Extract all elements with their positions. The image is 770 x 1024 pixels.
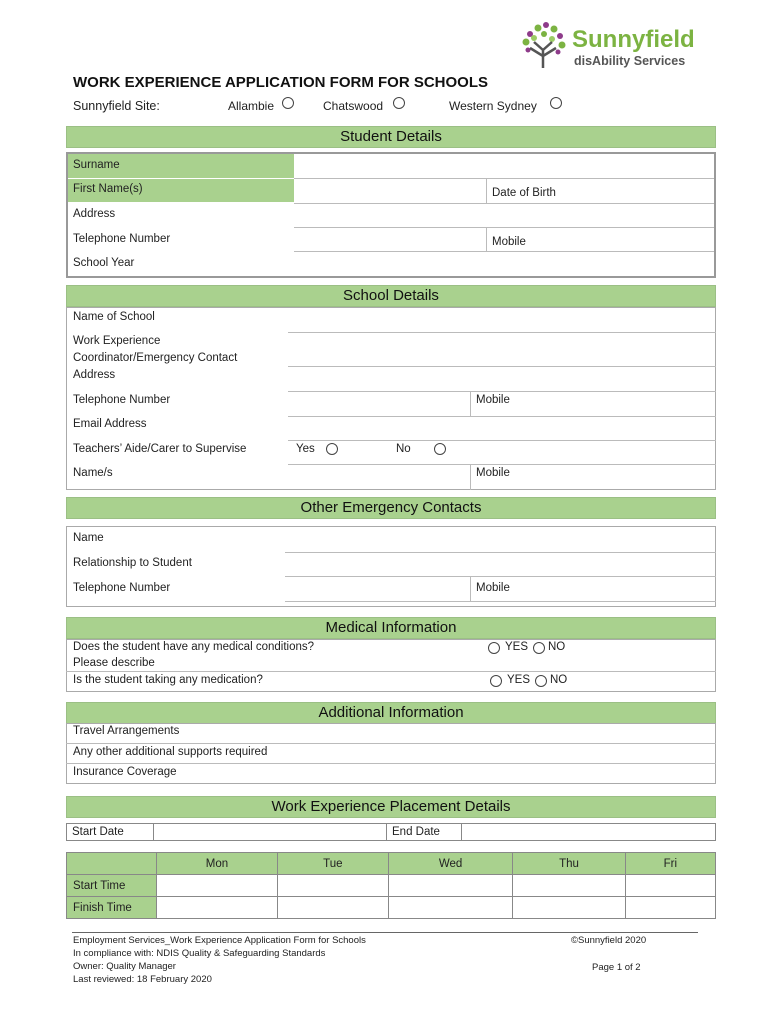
telephone-field[interactable] xyxy=(296,229,484,250)
medical-header: Medical Information xyxy=(66,617,716,639)
start-time-fri[interactable] xyxy=(625,875,715,897)
medical-q1-no-radio[interactable] xyxy=(533,642,545,654)
start-time-wed[interactable] xyxy=(388,875,513,897)
finish-time-tue[interactable] xyxy=(277,897,388,919)
day-thu: Thu xyxy=(513,853,625,875)
supports-label: Any other additional supports required xyxy=(73,746,268,758)
emergency-name-label: Name xyxy=(73,532,104,544)
placement-header: Work Experience Placement Details xyxy=(66,796,716,818)
medical-q2-no-label: NO xyxy=(550,674,568,686)
finish-time-label: Finish Time xyxy=(67,897,157,919)
medical-q1-yes-label: YES xyxy=(505,641,529,653)
site-chatswood: Chatswood xyxy=(323,99,384,113)
footer-line-2: In compliance with: NDIS Quality & Safeguarding Standards xyxy=(73,948,326,959)
medical-q1-yes-radio[interactable] xyxy=(488,642,500,654)
travel-label: Travel Arrangements xyxy=(73,725,180,737)
mobile-label: Mobile xyxy=(492,236,526,248)
site-chatswood-radio[interactable] xyxy=(393,97,405,109)
medical-q2: Is the student taking any medication? xyxy=(73,674,263,686)
names-label: Name/s xyxy=(73,467,113,479)
coord-label-3: Address xyxy=(73,369,116,381)
email-label: Email Address xyxy=(73,418,147,430)
site-western-sydney: Western Sydney xyxy=(449,99,537,113)
start-time-tue[interactable] xyxy=(277,875,388,897)
school-name-label: Name of School xyxy=(73,311,155,323)
aide-yes-radio[interactable] xyxy=(326,443,338,455)
start-time-thu[interactable] xyxy=(513,875,625,897)
aide-no-label: No xyxy=(396,443,411,455)
names-mobile-label: Mobile xyxy=(476,467,510,479)
day-tue: Tue xyxy=(277,853,388,875)
end-date-label: End Date xyxy=(392,826,440,838)
relationship-label: Relationship to Student xyxy=(73,557,192,569)
medical-q1-line2: Please describe xyxy=(73,657,155,669)
insurance-label: Insurance Coverage xyxy=(73,766,177,778)
school-header: School Details xyxy=(66,285,716,307)
day-mon: Mon xyxy=(157,853,278,875)
aide-label: Teachers’ Aide/Carer to Supervise xyxy=(73,443,247,455)
address-label: Address xyxy=(73,208,116,220)
finish-time-thu[interactable] xyxy=(513,897,625,919)
telephone-label: Telephone Number xyxy=(73,233,171,245)
page-title: WORK EXPERIENCE APPLICATION FORM FOR SCHOOLS xyxy=(73,74,489,91)
footer-rule xyxy=(72,932,698,933)
surname-label: Surname xyxy=(73,159,120,171)
footer-line-1: Employment Services_Work Experience Application Form for Schools xyxy=(73,935,366,946)
dob-label: Date of Birth xyxy=(492,187,556,199)
finish-time-mon[interactable] xyxy=(157,897,278,919)
site-label: Sunnyfield Site: xyxy=(73,99,160,113)
school-mobile-label: Mobile xyxy=(476,394,510,406)
schedule-corner xyxy=(67,853,157,875)
start-time-label: Start Time xyxy=(67,875,157,897)
surname-field[interactable] xyxy=(296,155,712,177)
finish-time-wed[interactable] xyxy=(388,897,513,919)
day-fri: Fri xyxy=(625,853,715,875)
emergency-mobile-label: Mobile xyxy=(476,582,510,594)
tree-icon xyxy=(516,20,572,70)
first-name-field[interactable] xyxy=(296,180,484,202)
school-telephone-label: Telephone Number xyxy=(73,394,171,406)
site-western-sydney-radio[interactable] xyxy=(550,97,562,109)
start-time-mon[interactable] xyxy=(157,875,278,897)
medical-q1-line1: Does the student have any medical conditions? xyxy=(73,641,315,653)
aide-yes-label: Yes xyxy=(296,443,315,455)
coord-label-1: Work Experience xyxy=(73,335,161,347)
footer-page: Page 1 of 2 xyxy=(592,962,641,973)
aide-no-radio[interactable] xyxy=(434,443,446,455)
medical-q2-no-radio[interactable] xyxy=(535,675,547,687)
student-header: Student Details xyxy=(66,126,716,148)
finish-time-fri[interactable] xyxy=(625,897,715,919)
logo-brand: Sunnyfield xyxy=(572,26,695,53)
emergency-header: Other Emergency Contacts xyxy=(66,497,716,519)
emergency-telephone-label: Telephone Number xyxy=(73,582,171,594)
day-wed: Wed xyxy=(388,853,513,875)
medical-q2-yes-label: YES xyxy=(507,674,531,686)
site-allambie: Allambie xyxy=(228,99,275,113)
school-year-label: School Year xyxy=(73,257,135,269)
footer-copyright: ©Sunnyfield 2020 xyxy=(571,935,647,946)
start-date-label: Start Date xyxy=(72,826,124,838)
end-date-field[interactable] xyxy=(463,824,714,840)
site-allambie-radio[interactable] xyxy=(282,97,294,109)
logo-sub: disAbility Services xyxy=(574,54,686,68)
footer-line-3: Owner: Quality Manager xyxy=(73,961,176,972)
start-date-field[interactable] xyxy=(155,824,384,840)
medical-q1-no-label: NO xyxy=(548,641,566,653)
schedule-table xyxy=(66,852,716,919)
coord-label-2: Coordinator/Emergency Contact xyxy=(73,352,238,364)
medical-q2-yes-radio[interactable] xyxy=(490,675,502,687)
logo xyxy=(516,20,706,72)
footer-line-4: Last reviewed: 18 February 2020 xyxy=(73,974,212,985)
additional-header: Additional Information xyxy=(66,702,716,724)
address-field[interactable] xyxy=(296,205,712,226)
first-name-label: First Name(s) xyxy=(73,183,143,195)
